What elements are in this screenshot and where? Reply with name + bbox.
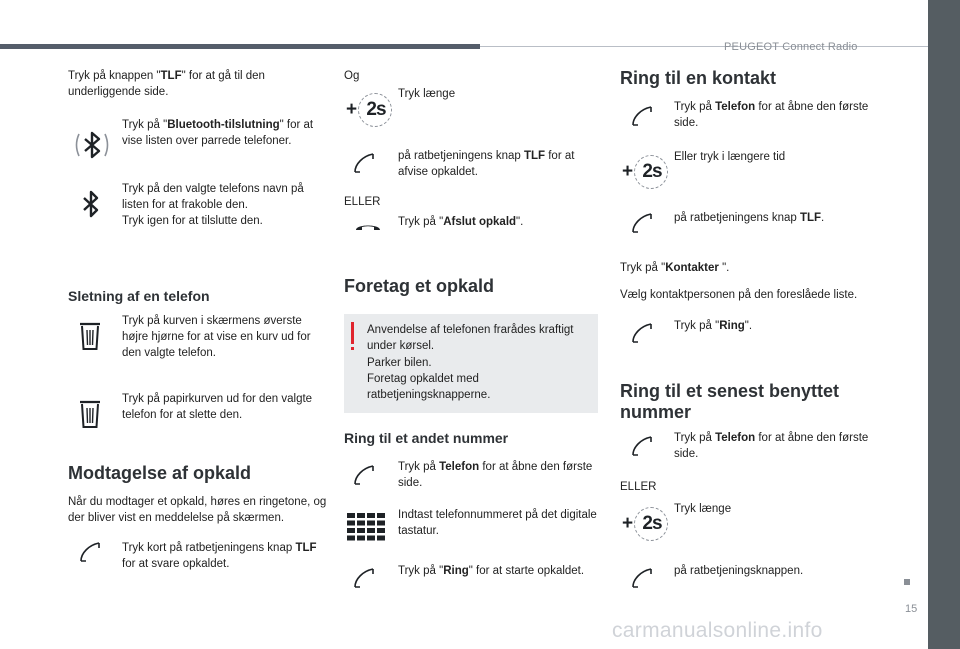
disconnect-step-text: Tryk på den valgte telefons navn på listen for at frakoble den. Tryk igen for at tilslutte den. [122, 183, 304, 228]
phone-icon [352, 566, 376, 590]
eller-label: ELLER [344, 196, 381, 208]
keypad-icon [347, 513, 385, 541]
intro-text: Tryk på knappen "TLF" for at gå til den underliggende side. [68, 70, 265, 99]
contact-step-3: på ratbetjeningens knap TLF. [674, 212, 825, 224]
recent-number-heading: Ring til et senest benyttet nummer [620, 381, 840, 422]
page-number: 15 [905, 603, 918, 615]
bluetooth-step-text: Tryk på "Bluetooth-tilslutning" for at vise listen over parrede telefoner. [122, 119, 314, 148]
call-other-number-heading: Ring til et andet nummer [344, 430, 509, 446]
contact-step-4: Tryk på "Kontakter ". [620, 262, 730, 274]
delete-step-1: Tryk på kurven i skærmens øverste højre hjørne for at vise en kurv ud for den valgte telefon. [122, 315, 311, 360]
receive-call-heading: Modtagelse af opkald [68, 463, 252, 483]
other-step-2: Indtast telefonnummeret på det digitale tastatur. [398, 509, 597, 538]
brand-label: PEUGEOT Connect Radio [724, 41, 858, 53]
delete-phone-heading: Sletning af en telefon [68, 288, 210, 304]
phone-icon [352, 463, 376, 487]
eller-label: ELLER [620, 481, 657, 493]
phone-icon [352, 151, 376, 175]
contact-step-5: Vælg kontaktpersonen på den foreslåede liste. [620, 289, 858, 301]
contact-step-1: Tryk på Telefon for at åbne den første side. [674, 101, 869, 130]
call-contact-heading: Ring til en kontakt [620, 68, 777, 88]
contact-step-6: Tryk på "Ring". [674, 320, 753, 332]
recent-step-1: Tryk på Telefon for at åbne den første side. [674, 432, 869, 461]
bluetooth-connect-icon [74, 124, 110, 166]
other-step-1: Tryk på Telefon for at åbne den første side. [398, 461, 593, 490]
hang-up-icon [354, 221, 382, 233]
long-press-text: Tryk længe [398, 88, 456, 100]
phone-icon [630, 434, 654, 458]
continue-marker [904, 579, 910, 585]
delete-step-2: Tryk på papirkurven ud for den valgte telefon for at slette den. [122, 393, 313, 422]
reject-step-text: på ratbetjeningens knap TLF for at afvise opkaldet. [398, 150, 575, 179]
og-label: Og [344, 70, 360, 82]
hang-up-step-text: Tryk på "Afslut opkald". [398, 216, 524, 228]
phone-icon [630, 566, 654, 590]
side-bar [928, 0, 960, 649]
receive-intro: Når du modtager et opkald, høres en ringetone, og der bliver vist en meddelelse på skærmen. [68, 496, 327, 525]
phone-icon [630, 321, 654, 345]
warning-text: Anvendelse af telefonen frarådes kraftigt under kørsel. Parker bilen. Foretag opkaldet med ratbetjeningsknapperne. [367, 324, 574, 402]
answer-step-text: Tryk kort på ratbetjeningens knap TLF for at svare opkaldet. [122, 542, 317, 571]
phone-icon [78, 540, 102, 564]
phone-icon [630, 211, 654, 235]
watermark: carmanualsonline.info [612, 619, 823, 642]
warning-box [344, 314, 598, 413]
long-press-icon: + 2s [622, 154, 670, 190]
recent-step-2: Tryk længe [674, 503, 732, 515]
phone-icon [630, 104, 654, 128]
long-press-icon: + 2s [346, 92, 394, 128]
recent-step-3: på ratbetjeningsknappen. [674, 565, 804, 577]
make-call-heading: Foretag et opkald [344, 276, 495, 296]
other-step-3: Tryk på "Ring" for at starte opkaldet. [398, 565, 585, 577]
warning-mark-icon [351, 322, 354, 344]
bluetooth-icon [80, 188, 102, 220]
trash-icon [78, 399, 102, 429]
top-rule-thin [480, 46, 928, 47]
trash-icon [78, 321, 102, 351]
contact-step-2: Eller tryk i længere tid [674, 151, 786, 163]
top-rule [0, 44, 480, 49]
long-press-icon: + 2s [622, 506, 670, 542]
